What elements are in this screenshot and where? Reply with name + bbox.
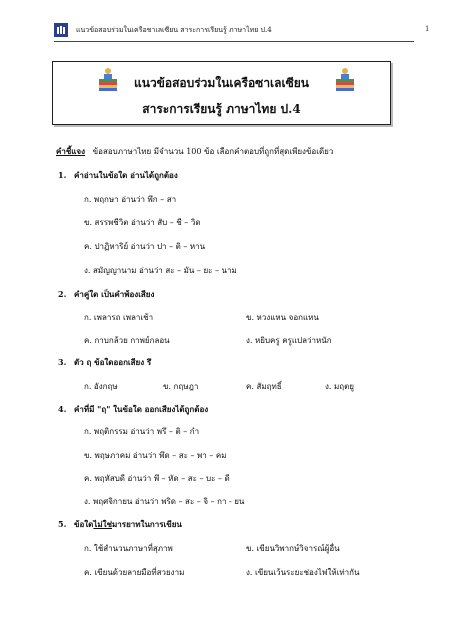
question-3 xyxy=(58,356,151,369)
question-text: คำคู่ใด เป็นคำพ้องเสียง xyxy=(74,289,155,299)
header-text: แนวข้อสอบร่วมในเครือชาเลเซียน สาระการเรียนรู้ ภาษาไทย ป.4 xyxy=(76,26,272,34)
option-3d[interactable]: ง. มฤตยู xyxy=(325,382,354,391)
question-number: 4. xyxy=(58,404,67,414)
question-text: ตัว ฤ ข้อใดออกเสียง รึ xyxy=(74,357,152,367)
option-2a[interactable]: ก. เพลารถ เพลาเช้า xyxy=(84,313,154,322)
question-2 xyxy=(58,288,154,301)
option-4c[interactable]: ค. พฤหัสบดี อ่านว่า พึ – หัด – สะ – บะ – ดี xyxy=(84,474,230,483)
option-1c[interactable]: ค. ปาฏิหาริย์ อ่านว่า ปา – ติ – หาน xyxy=(84,242,206,251)
question-text-after: มารยาทในการเขียน xyxy=(112,519,182,529)
title-line-1: แนวข้อสอบร่วมในเครือซาเลเซียน xyxy=(134,76,309,90)
option-3a[interactable]: ก. อังกฤษ xyxy=(84,382,118,391)
option-5b[interactable]: ข. เขียนวิพากษ์วิจารณ์ผู้อื่น xyxy=(246,544,340,553)
option-2c[interactable]: ค. กาบกล้วย กาพย์กลอน xyxy=(84,336,170,345)
option-4a[interactable]: ก. พฤติกรรม อ่านว่า พรึ – ติ – กำ xyxy=(84,427,200,436)
instructions-label: คำชี้แจง xyxy=(56,146,86,156)
option-1d[interactable]: ง. สมัญญานาม อ่านว่า สะ – มัน – ยะ – นาม xyxy=(84,266,237,275)
question-text: คำอ่านในข้อใด อ่านได้ถูกต้อง xyxy=(74,170,178,180)
question-number: 5. xyxy=(58,519,67,529)
option-5c[interactable]: ค. เขียนด้วยลายมือที่สวยงาม xyxy=(84,568,185,577)
option-4b[interactable]: ข. พฤษภาคม อ่านว่า พึด – สะ – พา – คม xyxy=(84,451,227,460)
option-3c[interactable]: ค. สัมฤทธิ์ xyxy=(246,382,282,391)
instructions-text: ข้อสอบภาษาไทย มีจำนวน 100 ข้อ เลือกคำตอบที่ถูกที่สุดเพียงข้อเดียว xyxy=(92,147,334,156)
question-1 xyxy=(58,169,178,182)
option-5a[interactable]: ก. ใช้สำนวนภาษาที่สุภาพ xyxy=(84,544,173,553)
question-5 xyxy=(58,518,182,531)
option-5d[interactable]: ง. เขียนเว้นระยะช่องไฟให้เท่ากัน xyxy=(246,568,360,577)
option-2b[interactable]: ข. หวงแหน จอกแหน xyxy=(246,313,319,322)
option-4d[interactable]: ง. พฤศจิกายน อ่านว่า พริด – สะ – จิ – กา - ยน xyxy=(84,497,245,506)
instructions xyxy=(56,145,333,158)
option-1a[interactable]: ก. พฤกษา อ่านว่า พึก – สา xyxy=(84,195,177,204)
question-4 xyxy=(58,403,208,416)
option-2d[interactable]: ง. หยิบครู ครูแปลว่าหนัก xyxy=(246,336,332,345)
question-text-underline: ไม่ใช่ xyxy=(93,519,113,529)
page-number: 1 xyxy=(425,25,430,33)
question-text: คำที่มี "ฤ" ในข้อใด ออกเสียงได้ถูกต้อง xyxy=(74,404,209,414)
question-number: 3. xyxy=(58,357,67,367)
option-3b[interactable]: ข. กฤษฎา xyxy=(163,382,199,391)
question-text-before: ข้อใด xyxy=(74,519,94,529)
question-number: 1. xyxy=(58,170,67,180)
title-line-2: สาระการเรียนรู้ ภาษาไทย ป.4 xyxy=(142,102,301,116)
option-1b[interactable]: ข. สรรพชีวิต อ่านว่า สับ – ชี – วิด xyxy=(84,218,201,227)
question-number: 2. xyxy=(58,289,67,299)
